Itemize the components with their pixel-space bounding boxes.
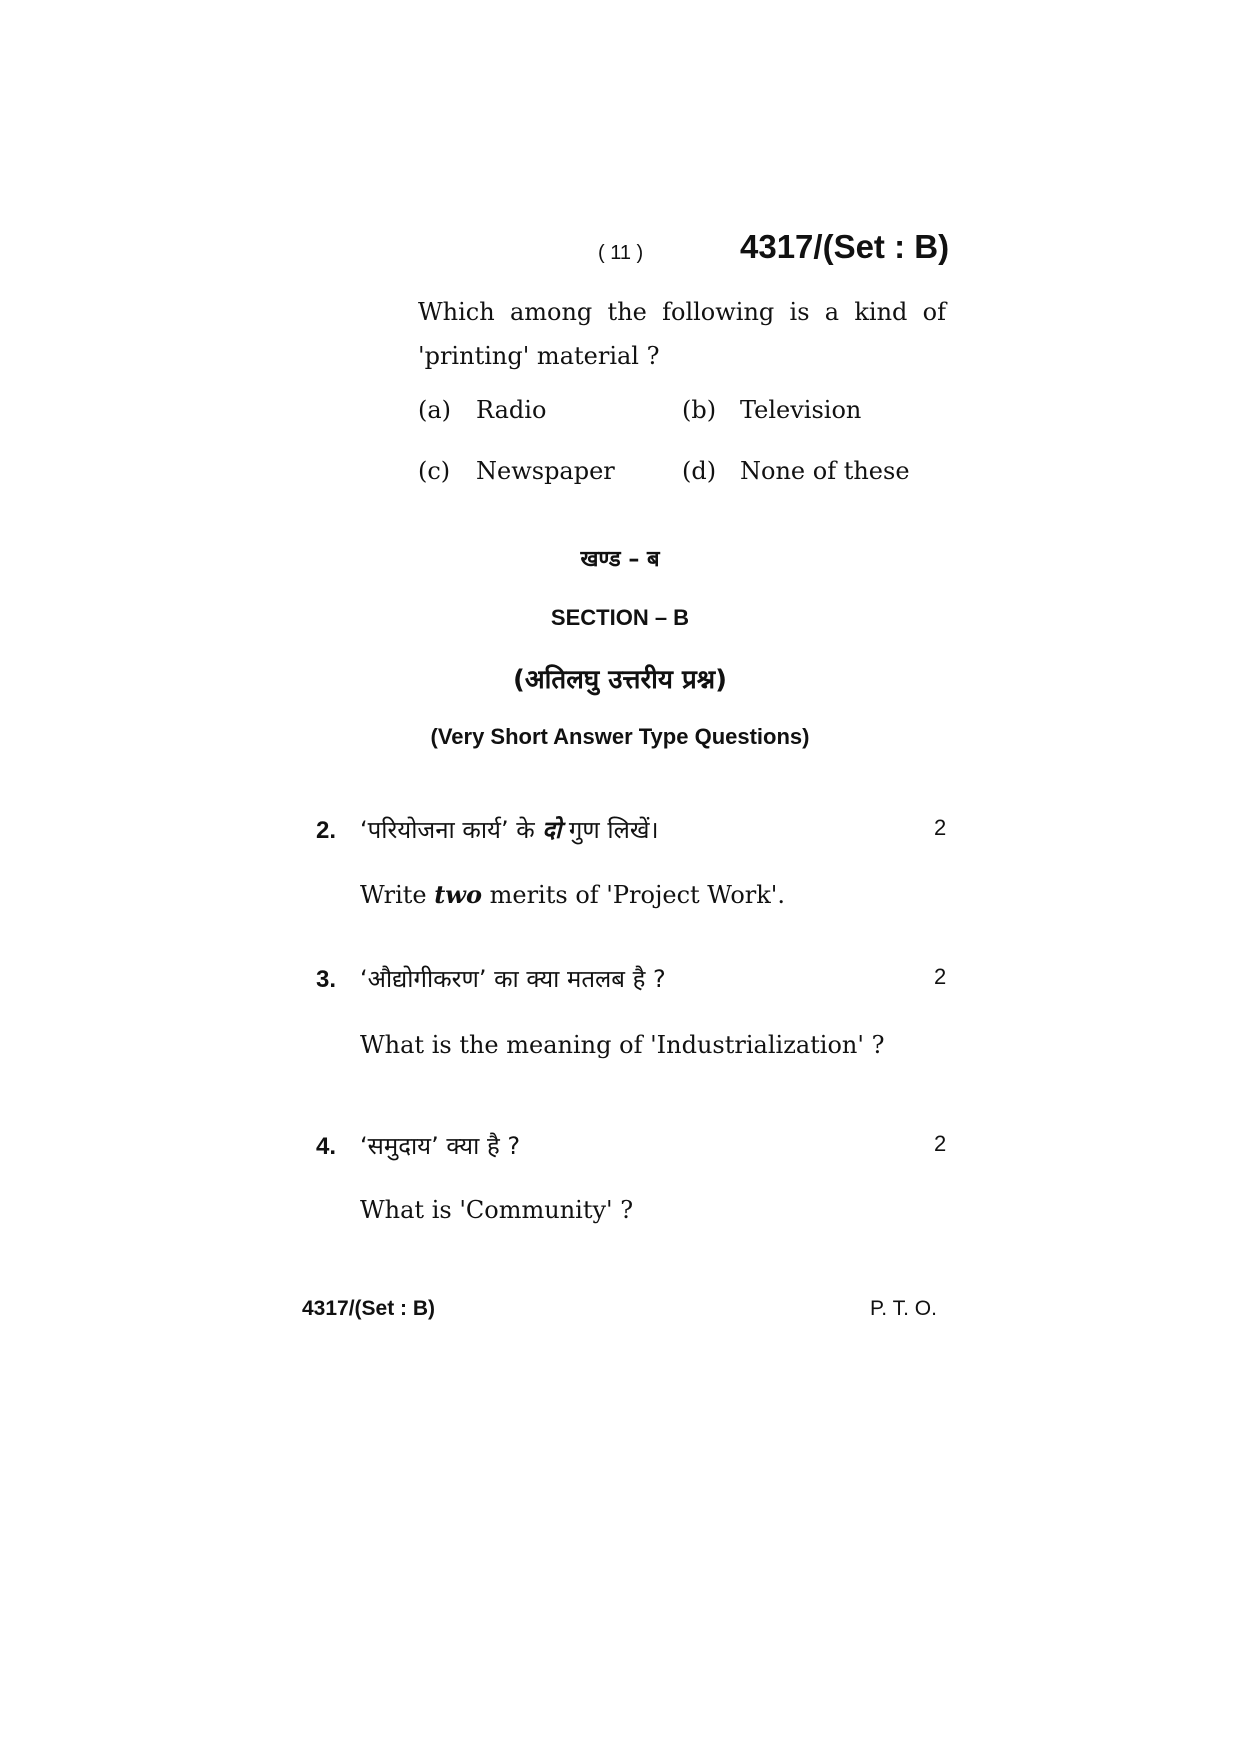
page-number: ( 11 ) — [598, 242, 644, 264]
question-3-number: 3. — [316, 966, 337, 993]
question-4-marks: 2 — [934, 1131, 947, 1156]
question-2-number: 2. — [316, 817, 337, 844]
option-a — [418, 396, 546, 424]
paper-code-footer: 4317/(Set : B) — [302, 1297, 436, 1320]
please-turn-over: P. T. O. — [870, 1297, 937, 1320]
question-2-hindi-emphasis: दो — [542, 816, 562, 844]
option-b-text: Television — [740, 396, 862, 424]
question-1-line-1: Which among the following is a kind of — [418, 298, 946, 326]
question-3-hindi-row — [316, 962, 666, 995]
option-b — [682, 396, 861, 424]
section-title-hindi: खण्ड – ब — [580, 547, 660, 572]
question-1-text — [418, 290, 946, 378]
paper-code-header: 4317/(Set : B) — [740, 228, 950, 265]
option-c — [418, 457, 615, 485]
question-2-english-emphasis: two — [434, 880, 482, 909]
section-subtitle-hindi: (अतिलघु उत्तरीय प्रश्न) — [512, 665, 728, 695]
question-4-number: 4. — [316, 1133, 337, 1160]
question-1-line-2: 'printing' material ? — [418, 342, 660, 370]
question-3-english: What is the meaning of 'Industrialization' ? — [360, 1031, 885, 1059]
option-a-text: Radio — [476, 396, 547, 424]
question-2-english-pre: Write — [360, 881, 435, 909]
question-2-english-post: merits of 'Project Work'. — [481, 881, 786, 909]
question-2-english — [360, 880, 785, 909]
question-2-hindi-row — [316, 813, 659, 846]
question-2-marks: 2 — [934, 815, 947, 840]
option-c-letter: (c) — [418, 457, 451, 485]
option-b-letter: (b) — [682, 396, 717, 424]
question-3-hindi: ‘औद्योगीकरण’ का क्या मतलब है ? — [360, 965, 666, 993]
question-4-english: What is 'Community' ? — [360, 1196, 634, 1224]
option-d-letter: (d) — [682, 457, 717, 485]
question-4-hindi: ‘समुदाय’ क्या है ? — [360, 1132, 521, 1160]
section-subtitle-english: (Very Short Answer Type Questions) — [430, 724, 810, 749]
option-d — [682, 457, 910, 485]
question-2-hindi-post: गुण लिखें। — [561, 816, 659, 844]
question-2-hindi-pre: ‘परियोजना कार्य’ के — [360, 816, 543, 844]
option-a-letter: (a) — [418, 396, 452, 424]
section-title-english: SECTION – B — [550, 605, 690, 630]
question-3-marks: 2 — [934, 964, 947, 989]
question-4-hindi-row — [316, 1129, 520, 1162]
option-c-text: Newspaper — [476, 457, 615, 485]
option-d-text: None of these — [740, 457, 910, 485]
